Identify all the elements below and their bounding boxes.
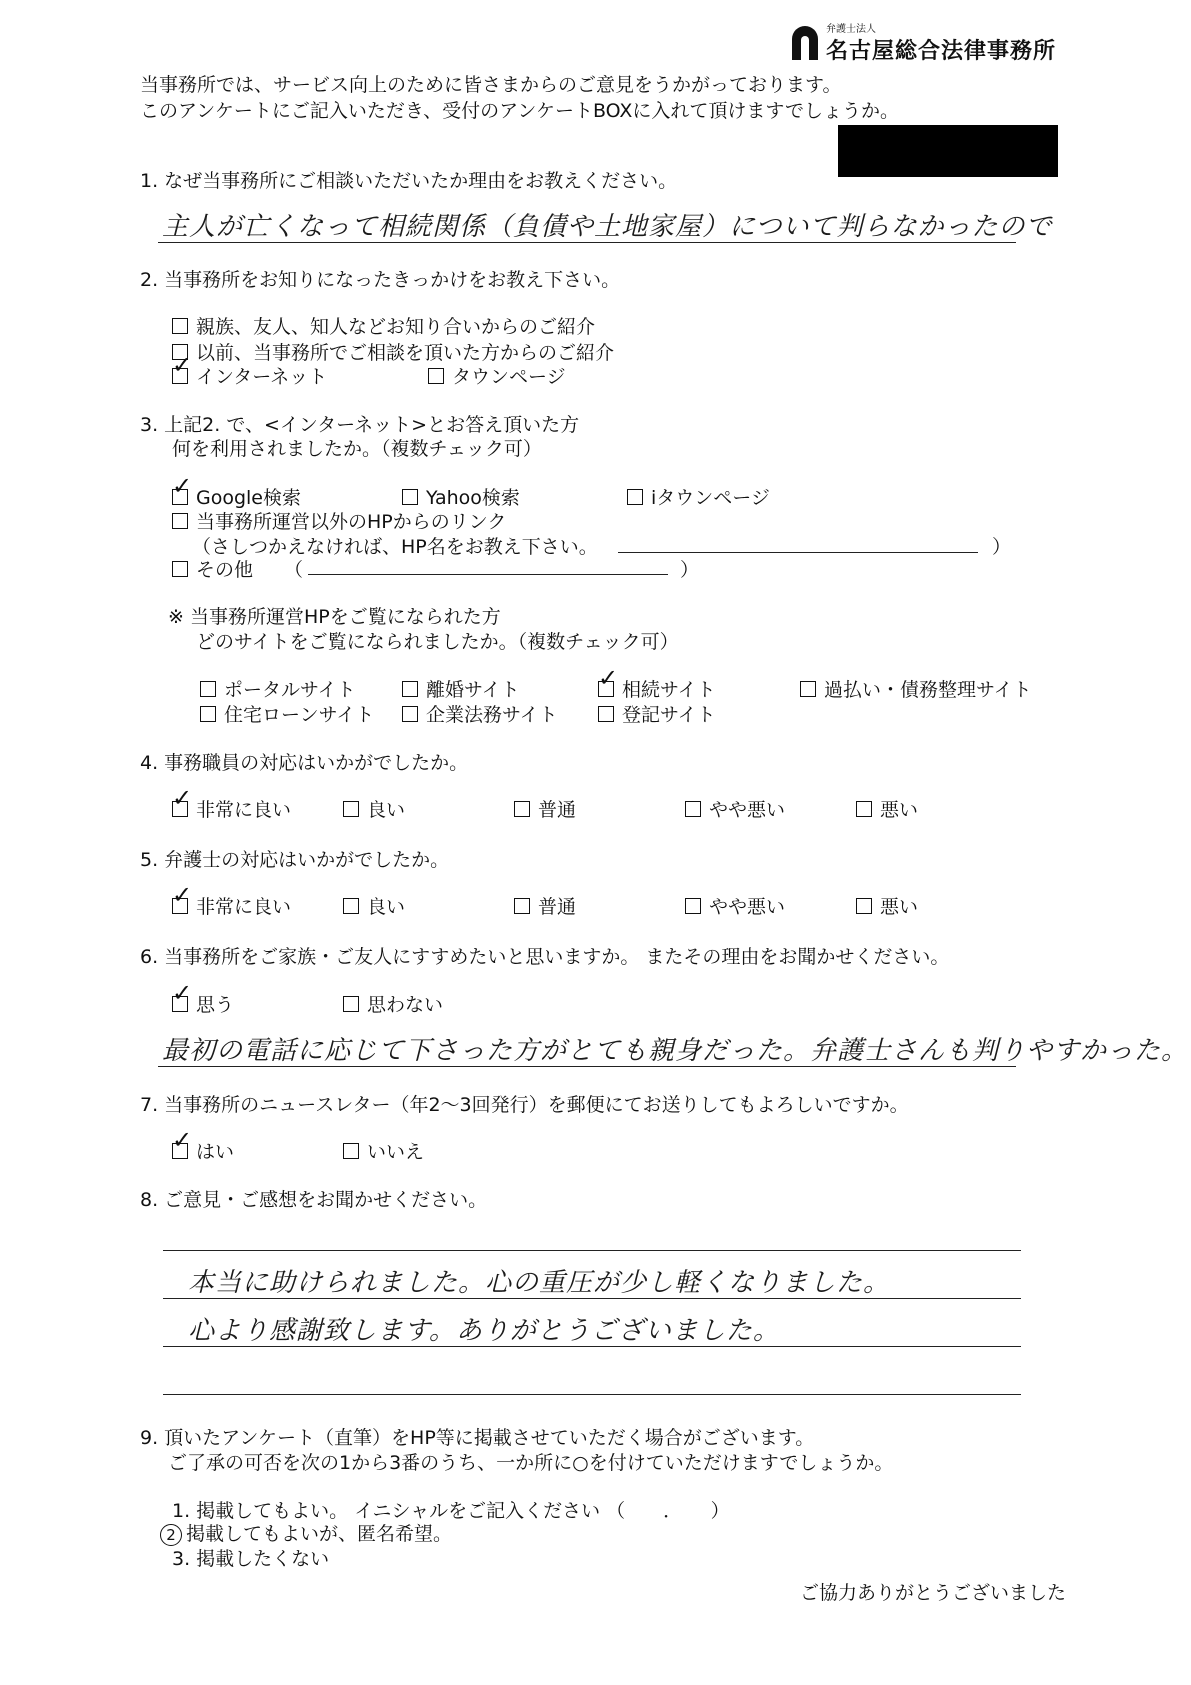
q4-option-very-good[interactable]: ✓非常に良い — [172, 795, 291, 822]
checkbox[interactable] — [172, 561, 188, 577]
checkbox[interactable] — [200, 681, 216, 697]
checkbox[interactable] — [172, 513, 188, 529]
checkbox[interactable] — [343, 996, 359, 1012]
q1-answer-line — [158, 242, 1016, 243]
q3-question-sub: 何を利用されましたか。（複数チェック可） — [172, 438, 542, 460]
intro-line-1: 当事務所では、サービス向上のために皆さまからのご意見をうかがっております。 — [140, 74, 842, 96]
q9-option-3[interactable]: 3. 掲載したくない — [172, 1548, 330, 1570]
site-option-home-loan[interactable]: 住宅ローンサイト — [200, 700, 374, 727]
redaction-block — [838, 125, 1058, 177]
checkbox[interactable] — [343, 801, 359, 817]
checkbox[interactable] — [598, 706, 614, 722]
checkbox[interactable] — [343, 898, 359, 914]
q1-question: 1. なぜ当事務所にご相談いただいたか理由をお教えください。 — [140, 170, 678, 192]
q5-option-very-good[interactable]: ✓非常に良い — [172, 892, 291, 919]
q3-link-note: （さしつかえなければ、HP名をお教え下さい。 — [192, 536, 598, 558]
q7-question: 7. 当事務所のニュースレター（年2～3回発行）を郵便にてお送りしてもよろしいですか。 — [140, 1094, 909, 1116]
q4-option-somewhat-bad[interactable]: やや悪い — [685, 795, 785, 822]
q7-option-no[interactable]: いいえ — [343, 1137, 424, 1164]
checkbox[interactable] — [172, 318, 188, 334]
site-option-inheritance[interactable]: ✓ 相続サイト — [598, 675, 716, 702]
q6-answer-line — [158, 1066, 1016, 1067]
checkbox[interactable] — [343, 1143, 359, 1159]
q4-option-bad[interactable]: 悪い — [856, 795, 918, 822]
q8-line-3 — [163, 1346, 1021, 1347]
q8-answer-2[interactable]: 心より感謝致します。ありがとうございました。 — [188, 1316, 780, 1346]
q3-other-field[interactable] — [308, 574, 668, 575]
checkbox[interactable] — [856, 801, 872, 817]
checkbox-checked[interactable] — [598, 681, 614, 697]
q6-option-yes[interactable]: ✓思う — [172, 990, 234, 1017]
q8-answer-1[interactable]: 本当に助けられました。心の重圧が少し軽くなりました。 — [188, 1268, 891, 1298]
q8-question: 8. ご意見・ご感想をお聞かせください。 — [140, 1189, 488, 1211]
q3-link-name-field[interactable] — [618, 552, 978, 553]
q5-question: 5. 弁護士の対応はいかがでしたか。 — [140, 849, 450, 871]
checkbox[interactable] — [514, 801, 530, 817]
q8-line-1 — [163, 1250, 1021, 1251]
checkbox[interactable] — [402, 489, 418, 505]
checkbox[interactable] — [514, 898, 530, 914]
checkbox[interactable] — [856, 898, 872, 914]
logo-icon — [792, 26, 818, 60]
q8-line-4 — [163, 1394, 1021, 1395]
q9-option-1[interactable]: 1. 掲載してもよい。 イニシャルをご記入ください （ ． ） — [172, 1500, 730, 1522]
checkbox-checked[interactable] — [172, 489, 188, 505]
q2-option-referral[interactable]: 親族、友人、知人などお知り合いからのご紹介 — [172, 312, 595, 339]
q6-answer[interactable]: 最初の電話に応じて下さった方がとても親身だった。弁護士さんも判りやすかった。 — [162, 1036, 1189, 1066]
logo-subtitle: 弁護士法人 — [826, 24, 876, 35]
checkbox[interactable] — [685, 898, 701, 914]
checkbox[interactable] — [402, 706, 418, 722]
q9-option-2-number-circled: 2 — [160, 1524, 182, 1546]
q2-option-past-client[interactable]: 以前、当事務所でご相談を頂いた方からのご紹介 — [172, 338, 614, 365]
q6-question: 6. 当事務所をご家族・ご友人にすすめたいと思いますか。 またその理由をお聞かせください。 — [140, 946, 950, 968]
site-option-overpayment[interactable]: 過払い・債務整理サイト — [800, 675, 1032, 702]
q3-option-itownpage[interactable]: iタウンページ — [627, 483, 770, 510]
q5-option-somewhat-bad[interactable]: やや悪い — [685, 892, 785, 919]
q9-question-line-1: 9. 頂いたアンケート（直筆）をHP等に掲載させていただく場合がございます。 — [140, 1427, 815, 1449]
q3-option-yahoo[interactable]: Yahoo検索 — [402, 483, 520, 510]
q3-note-line-1: ※ 当事務所運営HPをご覧になられた方 — [168, 606, 501, 628]
site-option-portal[interactable]: ポータルサイト — [200, 675, 356, 702]
checkbox[interactable] — [428, 368, 444, 384]
q6-option-no[interactable]: 思わない — [343, 990, 443, 1017]
checkbox-checked[interactable] — [172, 1143, 188, 1159]
q3-option-other[interactable]: その他 — [172, 555, 253, 582]
site-option-corporate[interactable]: 企業法務サイト — [402, 700, 558, 727]
q2-question: 2. 当事務所をお知りになったきっかけをお教え下さい。 — [140, 269, 621, 291]
site-option-divorce[interactable]: 離婚サイト — [402, 675, 520, 702]
q9-question-line-2: ご了承の可否を次の1から3番のうち、一か所に○を付けていただけますでしょうか。 — [168, 1452, 894, 1474]
checkbox[interactable] — [402, 681, 418, 697]
q3-question: 3. 上記2. で、<インターネット>とお答え頂いた方 — [140, 414, 580, 436]
q9-option-2-label: 掲載してもよいが、匿名希望。 — [186, 1523, 453, 1545]
q5-option-bad[interactable]: 悪い — [856, 892, 918, 919]
checkbox[interactable] — [800, 681, 816, 697]
checkbox-checked[interactable] — [172, 801, 188, 817]
checkbox[interactable] — [200, 706, 216, 722]
q3-option-google[interactable]: ✓Google検索 — [172, 483, 301, 510]
q3-link-paren-close: ） — [992, 536, 1012, 558]
checkbox-checked[interactable] — [172, 898, 188, 914]
q8-line-2 — [163, 1298, 1021, 1299]
q3-note-line-2: どのサイトをご覧になられましたか。（複数チェック可） — [196, 631, 679, 653]
checkbox-checked[interactable] — [172, 996, 188, 1012]
intro-line-2: このアンケートにご記入いただき、受付のアンケートBOXに入れて頂けますでしょうか。 — [140, 100, 899, 122]
q4-option-normal[interactable]: 普通 — [514, 795, 576, 822]
checkbox[interactable] — [685, 801, 701, 817]
q1-answer[interactable]: 主人が亡くなって相続関係（負債や土地家屋）について判らなかったので — [162, 212, 1053, 242]
q2-option-townpage[interactable]: タウンページ — [428, 362, 566, 389]
checkbox[interactable] — [627, 489, 643, 505]
q3-other-paren-close: ） — [680, 559, 700, 581]
q7-option-yes[interactable]: ✓はい — [172, 1137, 234, 1164]
q2-option-internet[interactable]: ✓インターネット — [172, 362, 327, 389]
q5-option-good[interactable]: 良い — [343, 892, 405, 919]
q4-option-good[interactable]: 良い — [343, 795, 405, 822]
q4-question: 4. 事務職員の対応はいかがでしたか。 — [140, 752, 469, 774]
site-option-registration[interactable]: 登記サイト — [598, 700, 716, 727]
q3-option-external-link[interactable]: 当事務所運営以外のHPからのリンク — [172, 507, 506, 534]
closing-thanks: ご協力ありがとうございました — [800, 1582, 1067, 1604]
q3-other-paren-open: （ — [284, 559, 304, 581]
q9-option-2[interactable] — [160, 1519, 452, 1546]
checkbox-checked[interactable] — [172, 368, 188, 384]
logo-firm-name: 名古屋総合法律事務所 — [826, 38, 1057, 64]
q5-option-normal[interactable]: 普通 — [514, 892, 576, 919]
